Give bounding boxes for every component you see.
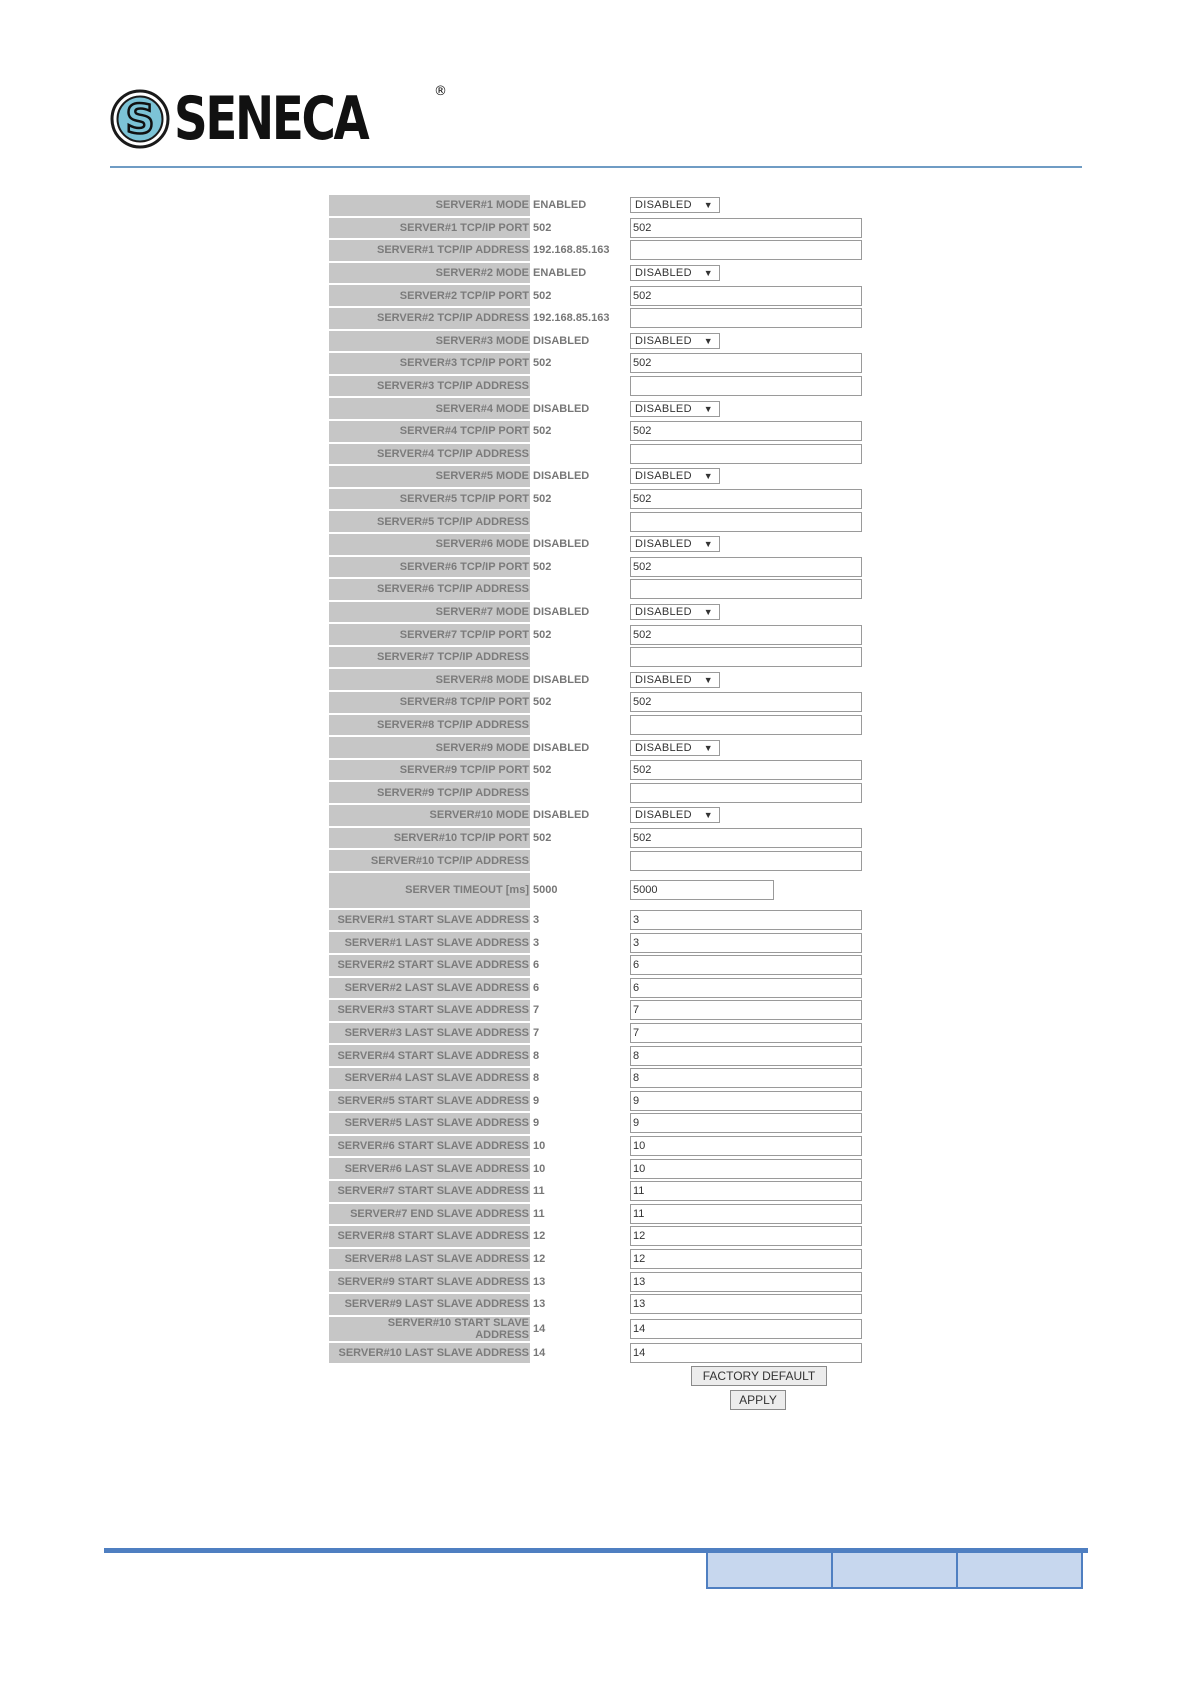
row-label: SERVER#5 TCP/IP PORT	[329, 489, 530, 510]
mode-select-value: DISABLED	[635, 673, 692, 686]
row-label: SERVER#4 LAST SLAVE ADDRESS	[329, 1068, 530, 1089]
mode-select-value: DISABLED	[635, 538, 692, 551]
current-value: 502	[533, 628, 552, 641]
config-row	[329, 1090, 865, 1113]
config-row	[329, 954, 865, 977]
current-value: 11	[533, 1207, 545, 1220]
config-row	[329, 1135, 865, 1158]
control-cell	[630, 1044, 862, 1067]
footer-box	[956, 1553, 1083, 1589]
row-label: SERVER#7 START SLAVE ADDRESS	[329, 1181, 530, 1202]
current-value: 13	[533, 1298, 546, 1311]
config-row	[329, 623, 865, 646]
value-input[interactable]: 6	[630, 955, 862, 975]
current-value: 502	[533, 831, 552, 844]
row-label: SERVER#10 LAST SLAVE ADDRESS	[329, 1343, 530, 1364]
current-value: 3	[533, 914, 540, 927]
config-row	[329, 1180, 865, 1203]
row-label: SERVER#3 START SLAVE ADDRESS	[329, 1000, 530, 1021]
config-row	[329, 691, 865, 714]
config-row	[329, 1316, 865, 1342]
control-cell	[630, 691, 862, 714]
config-row	[329, 420, 865, 443]
current-value: 9	[533, 1094, 540, 1107]
control-cell	[630, 1112, 862, 1135]
control-cell	[630, 443, 862, 466]
row-label: SERVER#6 START SLAVE ADDRESS	[329, 1136, 530, 1157]
control-cell	[630, 420, 862, 443]
row-label: SERVER#5 MODE	[329, 466, 530, 487]
current-value: DISABLED	[533, 673, 590, 686]
current-value: 502	[533, 357, 552, 370]
config-row	[329, 397, 865, 420]
mode-select-value: DISABLED	[635, 334, 692, 347]
dropdown-arrow-icon: ▼	[703, 674, 713, 685]
config-row	[329, 578, 865, 601]
row-label: SERVER#2 LAST SLAVE ADDRESS	[329, 978, 530, 999]
config-row	[329, 488, 865, 511]
value-input[interactable]: 14	[630, 1319, 862, 1339]
mode-select[interactable]	[630, 333, 720, 349]
current-value: 502	[533, 493, 552, 506]
config-row	[329, 510, 865, 533]
config-row	[329, 646, 865, 669]
dropdown-arrow-icon: ▼	[703, 606, 713, 617]
control-cell	[630, 556, 862, 579]
config-row	[329, 194, 865, 217]
row-label: SERVER#4 MODE	[329, 398, 530, 419]
control-cell	[630, 954, 862, 977]
row-label: SERVER#5 TCP/IP ADDRESS	[329, 511, 530, 532]
current-value: 14	[533, 1346, 546, 1359]
row-label: SERVER#3 TCP/IP PORT	[329, 353, 530, 374]
mode-select[interactable]	[630, 740, 720, 756]
value-input[interactable]: 8	[630, 1046, 862, 1066]
row-label: SERVER#3 MODE	[329, 331, 530, 352]
current-value: 502	[533, 425, 552, 438]
config-row	[329, 465, 865, 488]
value-input[interactable]: 3	[630, 910, 862, 930]
value-input[interactable]	[630, 579, 862, 599]
control-cell	[630, 1248, 862, 1271]
config-row	[329, 601, 865, 624]
value-input[interactable]	[630, 715, 862, 735]
current-value: 8	[533, 1072, 540, 1085]
control-cell	[630, 1022, 862, 1045]
row-label: SERVER#5 LAST SLAVE ADDRESS	[329, 1113, 530, 1134]
current-value: DISABLED	[533, 809, 590, 822]
dropdown-arrow-icon: ▼	[703, 335, 713, 346]
config-row	[329, 781, 865, 804]
current-value: 7	[533, 1004, 540, 1017]
config-row	[329, 1293, 865, 1316]
config-row	[329, 977, 865, 1000]
value-input[interactable]: 502	[630, 828, 862, 848]
current-value: 502	[533, 221, 552, 234]
value-input[interactable]: 10	[630, 1136, 862, 1156]
row-label: SERVER#7 TCP/IP ADDRESS	[329, 647, 530, 668]
control-cell	[630, 1293, 862, 1316]
value-input[interactable]	[630, 444, 862, 464]
control-cell	[630, 804, 720, 827]
config-row	[329, 443, 865, 466]
control-cell	[630, 646, 862, 669]
footer-info-boxes	[706, 1553, 1083, 1589]
current-value: DISABLED	[533, 605, 590, 618]
config-row	[329, 736, 865, 759]
row-label: SERVER#7 TCP/IP PORT	[329, 624, 530, 645]
current-value: 8	[533, 1049, 540, 1062]
svg-text:S: S	[125, 97, 155, 143]
mode-select[interactable]	[630, 265, 720, 281]
current-value: DISABLED	[533, 538, 590, 551]
value-input[interactable]: 502	[630, 760, 862, 780]
control-cell	[630, 1090, 862, 1113]
config-row	[329, 1203, 865, 1226]
row-label: SERVER#9 TCP/IP PORT	[329, 760, 530, 781]
current-value: 10	[533, 1140, 546, 1153]
control-cell	[630, 488, 862, 511]
value-input[interactable]: 7	[630, 1023, 862, 1043]
value-input[interactable]	[630, 376, 862, 396]
config-row	[329, 217, 865, 240]
row-label: SERVER#1 LAST SLAVE ADDRESS	[329, 932, 530, 953]
control-cell	[630, 375, 862, 398]
current-value: 6	[533, 959, 540, 972]
value-input[interactable]: 12	[630, 1249, 862, 1269]
control-cell	[630, 977, 862, 1000]
control-cell	[630, 194, 720, 217]
config-row	[329, 330, 865, 353]
current-value: 502	[533, 289, 552, 302]
value-input[interactable]: 7	[630, 1000, 862, 1020]
config-row	[329, 849, 865, 872]
control-cell	[630, 217, 862, 240]
value-input[interactable]: 6	[630, 978, 862, 998]
value-input[interactable]: 13	[630, 1272, 862, 1292]
current-value: 11	[533, 1185, 545, 1198]
value-input[interactable]: 502	[630, 421, 862, 441]
current-value: 12	[533, 1230, 546, 1243]
header-divider	[110, 166, 1082, 168]
control-cell	[630, 239, 862, 262]
row-label: SERVER#10 MODE	[329, 805, 530, 826]
row-label: SERVER#4 START SLAVE ADDRESS	[329, 1045, 530, 1066]
config-row	[329, 759, 865, 782]
value-input[interactable]: 502	[630, 557, 862, 577]
config-row	[329, 239, 865, 262]
control-cell	[630, 578, 862, 601]
control-cell	[630, 1135, 862, 1158]
control-cell	[630, 759, 862, 782]
config-row	[329, 827, 865, 850]
config-row	[329, 352, 865, 375]
value-input[interactable]	[630, 512, 862, 532]
dropdown-arrow-icon: ▼	[703, 200, 713, 211]
control-cell	[630, 397, 720, 420]
control-cell	[630, 510, 862, 533]
control-cell	[630, 465, 720, 488]
value-input[interactable]: 502	[630, 692, 862, 712]
seneca-logo	[110, 84, 447, 154]
mode-select-value: DISABLED	[635, 402, 692, 415]
row-label: SERVER#6 MODE	[329, 534, 530, 555]
control-cell	[630, 1157, 862, 1180]
row-label: SERVER#8 MODE	[329, 669, 530, 690]
current-value: 10	[533, 1162, 546, 1175]
mode-select[interactable]	[630, 604, 720, 620]
config-row	[329, 1067, 865, 1090]
mode-select[interactable]	[630, 197, 720, 213]
value-input[interactable]: 12	[630, 1226, 862, 1246]
config-row	[329, 1112, 865, 1135]
row-label: SERVER#7 END SLAVE ADDRESS	[329, 1204, 530, 1225]
current-value: 5000	[533, 884, 558, 897]
row-label: SERVER#3 TCP/IP ADDRESS	[329, 376, 530, 397]
current-value: 192.168.85.163	[533, 244, 610, 257]
config-row	[329, 668, 865, 691]
value-input[interactable]: 13	[630, 1294, 862, 1314]
control-cell	[630, 1180, 862, 1203]
seneca-logo-icon	[110, 89, 170, 149]
value-input[interactable]	[630, 783, 862, 803]
control-cell	[630, 623, 862, 646]
row-label: SERVER#9 START SLAVE ADDRESS	[329, 1271, 530, 1292]
config-row	[329, 1022, 865, 1045]
current-value: 502	[533, 764, 552, 777]
row-label: SERVER#8 LAST SLAVE ADDRESS	[329, 1249, 530, 1270]
mode-select[interactable]	[630, 807, 720, 823]
dropdown-arrow-icon: ▼	[703, 471, 713, 482]
row-label: SERVER#6 TCP/IP ADDRESS	[329, 579, 530, 600]
value-input[interactable]: 502	[630, 286, 862, 306]
config-row	[329, 1225, 865, 1248]
control-cell	[630, 668, 720, 691]
config-row	[329, 714, 865, 737]
footer-box	[706, 1553, 833, 1589]
row-label: SERVER#2 START SLAVE ADDRESS	[329, 955, 530, 976]
config-row	[329, 1342, 865, 1365]
value-input[interactable]	[630, 851, 862, 871]
factory-default-button[interactable]: FACTORY DEFAULT	[691, 1366, 827, 1386]
value-input[interactable]: 502	[630, 625, 862, 645]
control-cell	[630, 736, 720, 759]
current-value: 9	[533, 1117, 540, 1130]
current-value: DISABLED	[533, 402, 590, 415]
value-input[interactable]: 5000	[630, 880, 774, 900]
apply-button[interactable]: APPLY	[730, 1390, 786, 1410]
control-cell	[630, 601, 720, 624]
row-label: SERVER#8 TCP/IP PORT	[329, 692, 530, 713]
footer-box	[831, 1553, 958, 1589]
current-value: 12	[533, 1253, 546, 1266]
current-value: 502	[533, 696, 552, 709]
control-cell	[630, 909, 862, 932]
config-row	[329, 804, 865, 827]
row-label: SERVER#9 LAST SLAVE ADDRESS	[329, 1294, 530, 1315]
value-input[interactable]: 10	[630, 1159, 862, 1179]
row-label: SERVER#2 TCP/IP PORT	[329, 285, 530, 306]
value-input[interactable]: 11	[630, 1204, 862, 1224]
config-row	[329, 284, 865, 307]
row-label: SERVER#6 LAST SLAVE ADDRESS	[329, 1158, 530, 1179]
mode-select[interactable]	[630, 468, 720, 484]
dropdown-arrow-icon: ▼	[703, 742, 713, 753]
control-cell	[630, 1342, 862, 1365]
row-label: SERVER TIMEOUT [ms]	[329, 873, 530, 908]
row-label: SERVER#8 START SLAVE ADDRESS	[329, 1226, 530, 1247]
row-label: SERVER#1 START SLAVE ADDRESS	[329, 910, 530, 931]
current-value: 6	[533, 981, 540, 994]
row-label: SERVER#9 TCP/IP ADDRESS	[329, 782, 530, 803]
current-value: 7	[533, 1027, 540, 1040]
row-label: SERVER#2 MODE	[329, 263, 530, 284]
value-input[interactable]: 502	[630, 218, 862, 238]
mode-select[interactable]	[630, 536, 720, 552]
row-label: SERVER#10 TCP/IP PORT	[329, 828, 530, 849]
control-cell	[630, 533, 720, 556]
config-row	[329, 533, 865, 556]
current-value: DISABLED	[533, 470, 590, 483]
row-label: SERVER#4 TCP/IP PORT	[329, 421, 530, 442]
control-cell	[630, 714, 862, 737]
row-label: SERVER#4 TCP/IP ADDRESS	[329, 444, 530, 465]
control-cell	[630, 262, 720, 285]
control-cell	[630, 1067, 862, 1090]
factory-default-row	[329, 1364, 865, 1388]
current-value: ENABLED	[533, 199, 587, 212]
config-row	[329, 375, 865, 398]
config-row	[329, 1157, 865, 1180]
dropdown-arrow-icon: ▼	[703, 403, 713, 414]
mode-select[interactable]	[630, 672, 720, 688]
mode-select-value: DISABLED	[635, 267, 692, 280]
control-cell	[630, 1203, 862, 1226]
value-input[interactable]: 3	[630, 933, 862, 953]
config-row	[329, 307, 865, 330]
value-input[interactable]: 8	[630, 1068, 862, 1088]
registered-mark: ®	[434, 84, 447, 99]
row-label: SERVER#5 START SLAVE ADDRESS	[329, 1091, 530, 1112]
value-input[interactable]	[630, 647, 862, 667]
row-label: SERVER#1 TCP/IP PORT	[329, 218, 530, 239]
current-value: 14	[533, 1322, 546, 1335]
control-cell	[630, 352, 862, 375]
value-input[interactable]: 502	[630, 353, 862, 373]
mode-select[interactable]	[630, 401, 720, 417]
value-input[interactable]: 9	[630, 1113, 862, 1133]
control-cell	[630, 781, 862, 804]
row-label: SERVER#1 TCP/IP ADDRESS	[329, 240, 530, 261]
row-label: SERVER#7 MODE	[329, 602, 530, 623]
config-row	[329, 999, 865, 1022]
row-label: SERVER#3 LAST SLAVE ADDRESS	[329, 1023, 530, 1044]
control-cell	[630, 307, 862, 330]
value-input[interactable]	[630, 240, 862, 260]
control-cell	[630, 931, 862, 954]
value-input[interactable]: 11	[630, 1181, 862, 1201]
control-cell	[630, 849, 862, 872]
row-label: SERVER#6 TCP/IP PORT	[329, 557, 530, 578]
row-label: SERVER#9 MODE	[329, 737, 530, 758]
value-input[interactable]: 9	[630, 1091, 862, 1111]
config-row	[329, 262, 865, 285]
brand-name: SENECA	[174, 84, 368, 154]
config-row	[329, 909, 865, 932]
control-cell	[630, 999, 862, 1022]
row-label: SERVER#2 TCP/IP ADDRESS	[329, 308, 530, 329]
control-cell	[630, 872, 774, 909]
mode-select-value: DISABLED	[635, 470, 692, 483]
value-input[interactable]: 14	[630, 1343, 862, 1363]
config-row	[329, 1044, 865, 1067]
mode-select-value: DISABLED	[635, 741, 692, 754]
config-row	[329, 931, 865, 954]
control-cell	[630, 1270, 862, 1293]
mode-select-value: DISABLED	[635, 809, 692, 822]
control-cell	[630, 1316, 862, 1342]
apply-row	[329, 1388, 865, 1412]
config-row	[329, 556, 865, 579]
current-value: ENABLED	[533, 267, 587, 280]
current-value: 502	[533, 560, 552, 573]
row-label: SERVER#10 TCP/IP ADDRESS	[329, 850, 530, 871]
row-label: SERVER#1 MODE	[329, 195, 530, 216]
server-config-table	[329, 194, 865, 1412]
config-row	[329, 872, 865, 909]
mode-select-value: DISABLED	[635, 605, 692, 618]
config-row	[329, 1248, 865, 1271]
dropdown-arrow-icon: ▼	[703, 539, 713, 550]
config-row	[329, 1270, 865, 1293]
control-cell	[630, 827, 862, 850]
current-value: DISABLED	[533, 741, 590, 754]
control-cell	[630, 284, 862, 307]
current-value: DISABLED	[533, 334, 590, 347]
mode-select-value: DISABLED	[635, 199, 692, 212]
dropdown-arrow-icon: ▼	[703, 810, 713, 821]
value-input[interactable]	[630, 308, 862, 328]
current-value: 192.168.85.163	[533, 312, 610, 325]
row-label: SERVER#8 TCP/IP ADDRESS	[329, 715, 530, 736]
control-cell	[630, 1225, 862, 1248]
current-value: 13	[533, 1275, 546, 1288]
dropdown-arrow-icon: ▼	[703, 268, 713, 279]
control-cell	[630, 330, 720, 353]
row-label: SERVER#10 START SLAVE ADDRESS	[329, 1317, 530, 1341]
value-input[interactable]: 502	[630, 489, 862, 509]
current-value: 3	[533, 936, 540, 949]
